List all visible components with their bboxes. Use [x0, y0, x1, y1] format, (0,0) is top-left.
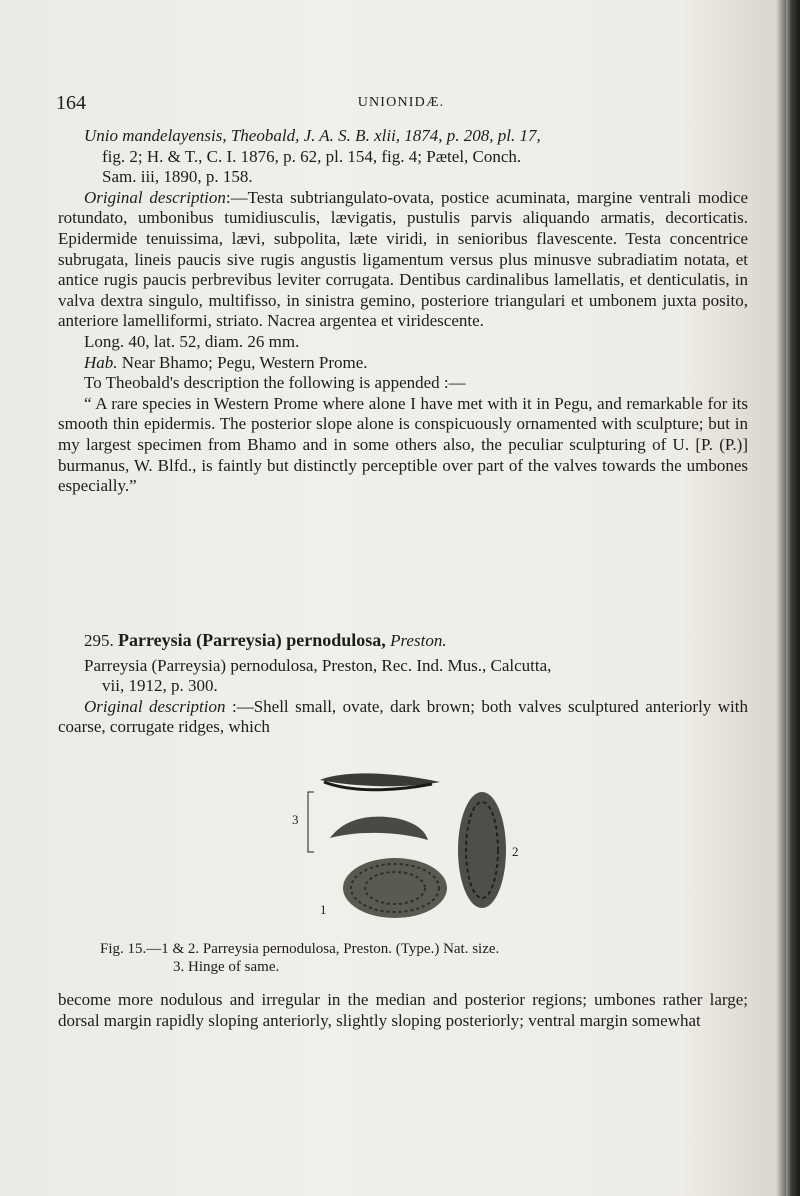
- page-header: [56, 92, 746, 116]
- species-295-section: [58, 630, 748, 738]
- measurements: Long. 40, lat. 52, diam. 26 mm.: [84, 331, 300, 351]
- figure-label-3: 3: [292, 812, 299, 827]
- caption-line-1: Fig. 15.—1 & 2. Parreysia pernodulosa, Preston. (Type.) Nat. size.: [100, 941, 500, 957]
- species-reference-2: vii, 1912, p. 300.: [102, 676, 218, 696]
- original-description: Original description:—Testa subtriangulato-ovata, postice acuminata, margine ventrali modice rotundato, umbonibus tumidiusculis, lævigatis, pustulis parvis aliquando armatis, decorticatis. Epidermide tenuissima, lævi, subpolita, læte viridi, in senioribus flavescente. Testa concentrice subrugata, lineis paucis sive rugis angustis ligamentum versus plus minusve subradiatim notata, et antice rugis paucis perbrevibus leviter corrugata. Dentibus cardinalibus lamellatis, et denticulatis, in valva dextra singulo, multifisso, in sinistra gemino, posteriore triangulari et umbonem juxta posito, anteriore lamelliformi, striato. Nacrea argentea et viridescente.: [58, 187, 748, 331]
- page-number: 164: [56, 92, 86, 114]
- shell-exterior: [343, 858, 447, 918]
- species-heading: 295. Parreysia (Parreysia) pernodulosa, Preston.: [84, 630, 447, 650]
- hinge-figure-bottom: [330, 817, 428, 840]
- quoted-note: “ A rare species in Western Prome where alone I have met with it in Pegu, and remarkable for its smooth thin epidermis. The posterior slope alone is conspicuously ornamented with sculpture; but in my largest specimen from Bhamo and in some others also, the peculiar sculpturing of U. [P. (P.)] burmanus, W. Blfd., is faintly but distinctly perceptible over part of the valves towards the umbones especially.”: [58, 393, 748, 496]
- caption-line-2: 3. Hinge of same.: [173, 959, 280, 975]
- description-continued: become more nodulous and irregular in the median and posterior regions; umbones rather large; dorsal margin rapidly sloping anteriorly, slightly sloping posteriorly; ventral margin somewhat: [58, 990, 748, 1030]
- species-description: Original description :—Shell small, ovate, dark brown; both valves sculptured anteriorly with coarse, corrugate ridges, which: [58, 696, 748, 737]
- figure-label-1: 1: [320, 902, 327, 917]
- figure-label-2: 2: [512, 844, 519, 859]
- reference-line-3: Sam. iii, 1890, p. 158.: [102, 167, 253, 187]
- shell-figure: [292, 770, 530, 920]
- shell-illustration: [300, 770, 530, 920]
- book-spine-shadow: [786, 0, 800, 1196]
- reference-line-2: fig. 2; H. & T., C. I. 1876, p. 62, pl. 154, fig. 4; Pætel, Conch.: [102, 146, 522, 166]
- species-295-continued: [58, 990, 748, 1031]
- bracket: [308, 792, 314, 852]
- figure-caption: [100, 940, 740, 976]
- appended-note: To Theobald's description the following is appended :—: [84, 373, 466, 393]
- mandelayensis-section: [58, 126, 748, 497]
- reference-line-1: Unio mandelayensis, Theobald, J. A. S. B. xlii, 1874, p. 208, pl. 17,: [84, 126, 541, 145]
- habitat: Hab. Near Bhamo; Pegu, Western Prome.: [84, 352, 368, 372]
- running-head: UNIONIDÆ.: [357, 95, 445, 110]
- species-reference-1: Parreysia (Parreysia) pernodulosa, Preston, Rec. Ind. Mus., Calcutta,: [84, 655, 552, 675]
